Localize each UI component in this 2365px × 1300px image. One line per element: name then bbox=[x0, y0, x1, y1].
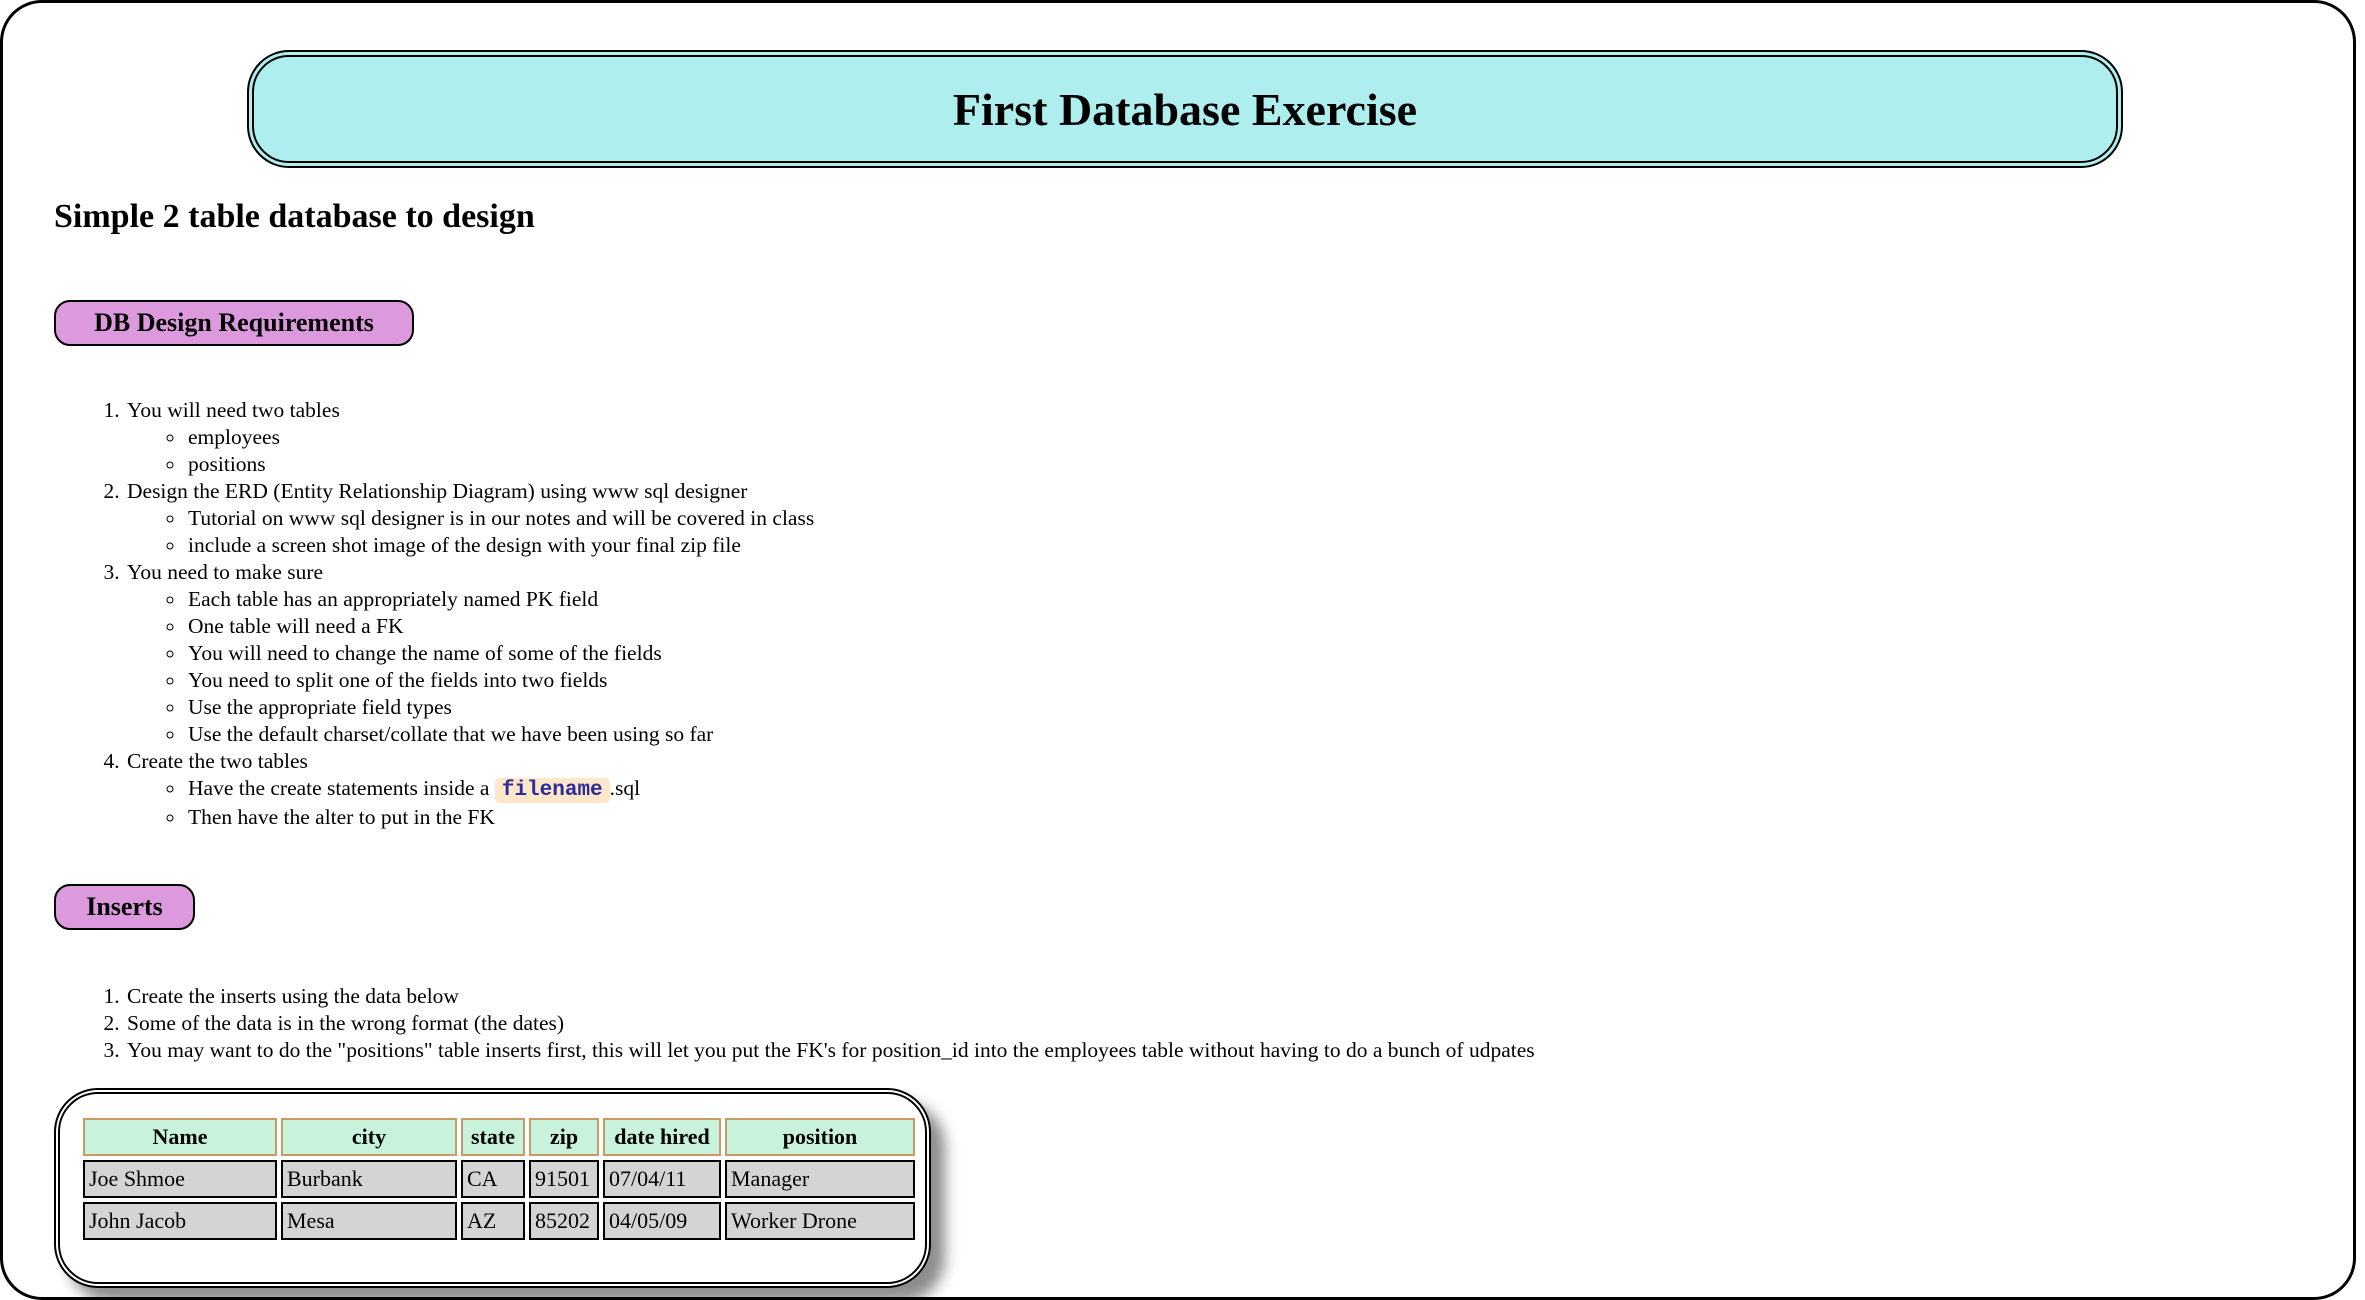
list-item-text: Design the ERD (Entity Relationship Diagram) using www sql designer bbox=[127, 479, 748, 503]
title-banner bbox=[247, 50, 2123, 168]
sub-list-item: ◦ positions bbox=[186, 451, 814, 478]
list-item: 1. Create the inserts using the data below bbox=[125, 983, 1535, 1010]
list-item bbox=[125, 478, 814, 559]
column-header-state: state bbox=[461, 1118, 525, 1156]
table-row bbox=[83, 1202, 915, 1240]
sub-list-item: ◦ include a screen shot image of the design with your final zip file bbox=[186, 532, 814, 559]
column-header-name: Name bbox=[83, 1118, 277, 1156]
table-cell: Mesa bbox=[281, 1202, 457, 1240]
list-item: 3. You may want to do the "positions" table inserts first, this will let you put the FK's for position_id into the employees table without having to do a bunch of udpates bbox=[125, 1037, 1535, 1064]
sub-list-item: ◦ You will need to change the name of some of the fields bbox=[186, 640, 814, 667]
filename-code: filename bbox=[495, 778, 610, 803]
requirements-list bbox=[3, 397, 814, 831]
column-header-zip: zip bbox=[529, 1118, 599, 1156]
list-item bbox=[125, 559, 814, 748]
sub-list-item: ◦ Each table has an appropriately named PK field bbox=[186, 586, 814, 613]
sub-list-item: ◦ One table will need a FK bbox=[186, 613, 814, 640]
table-cell: Manager bbox=[725, 1160, 915, 1198]
sub-list-item: ◦ employees bbox=[186, 424, 814, 451]
sub-list bbox=[127, 586, 814, 748]
table-cell: 85202 bbox=[529, 1202, 599, 1240]
sub-list-item: ◦ You need to split one of the fields into two fields bbox=[186, 667, 814, 694]
list-item: 2. Some of the data is in the wrong format (the dates) bbox=[125, 1010, 1535, 1037]
list-item-text: Create the two tables bbox=[127, 749, 308, 773]
table-cell: AZ bbox=[461, 1202, 525, 1240]
table-cell: 07/04/11 bbox=[603, 1160, 721, 1198]
sub-list-item-text: Have the create statements inside a bbox=[188, 776, 490, 800]
sub-list bbox=[127, 424, 814, 478]
table-cell: John Jacob bbox=[83, 1202, 277, 1240]
table-cell: Burbank bbox=[281, 1160, 457, 1198]
inserts-list bbox=[3, 983, 1535, 1064]
page-title: First Database Exercise bbox=[952, 83, 1418, 135]
section-badge-requirements: DB Design Requirements bbox=[54, 300, 414, 346]
column-header-position: position bbox=[725, 1118, 915, 1156]
sub-list-item: ◦ Use the default charset/collate that we have been using so far bbox=[186, 721, 814, 748]
sub-list-item: ◦ Use the appropriate field types bbox=[186, 694, 814, 721]
table-cell: 91501 bbox=[529, 1160, 599, 1198]
sub-list-item: ◦ Tutorial on www sql designer is in our notes and will be covered in class bbox=[186, 505, 814, 532]
table-cell: 04/05/09 bbox=[603, 1202, 721, 1240]
page-subtitle: Simple 2 table database to design bbox=[54, 198, 535, 235]
column-header-city: city bbox=[281, 1118, 457, 1156]
list-item-text: You need to make sure bbox=[127, 560, 324, 584]
sub-list-item bbox=[186, 775, 814, 804]
sub-list-item: ◦ Then have the alter to put in the FK bbox=[186, 804, 814, 831]
list-item bbox=[125, 748, 814, 831]
column-header-date-hired: date hired bbox=[603, 1118, 721, 1156]
list-item bbox=[125, 397, 814, 478]
sub-list bbox=[127, 775, 814, 831]
sub-list bbox=[127, 505, 814, 559]
section-badge-inserts: Inserts bbox=[54, 884, 195, 930]
table-cell: Worker Drone bbox=[725, 1202, 915, 1240]
list-item-text: You will need two tables bbox=[127, 398, 340, 422]
table-row bbox=[83, 1160, 915, 1198]
data-table-frame bbox=[54, 1088, 931, 1288]
employees-data-table bbox=[79, 1114, 919, 1244]
table-cell: Joe Shmoe bbox=[83, 1160, 277, 1198]
sub-list-item-suffix: .sql bbox=[609, 776, 641, 800]
table-cell: CA bbox=[461, 1160, 525, 1198]
table-header-row bbox=[83, 1118, 915, 1156]
